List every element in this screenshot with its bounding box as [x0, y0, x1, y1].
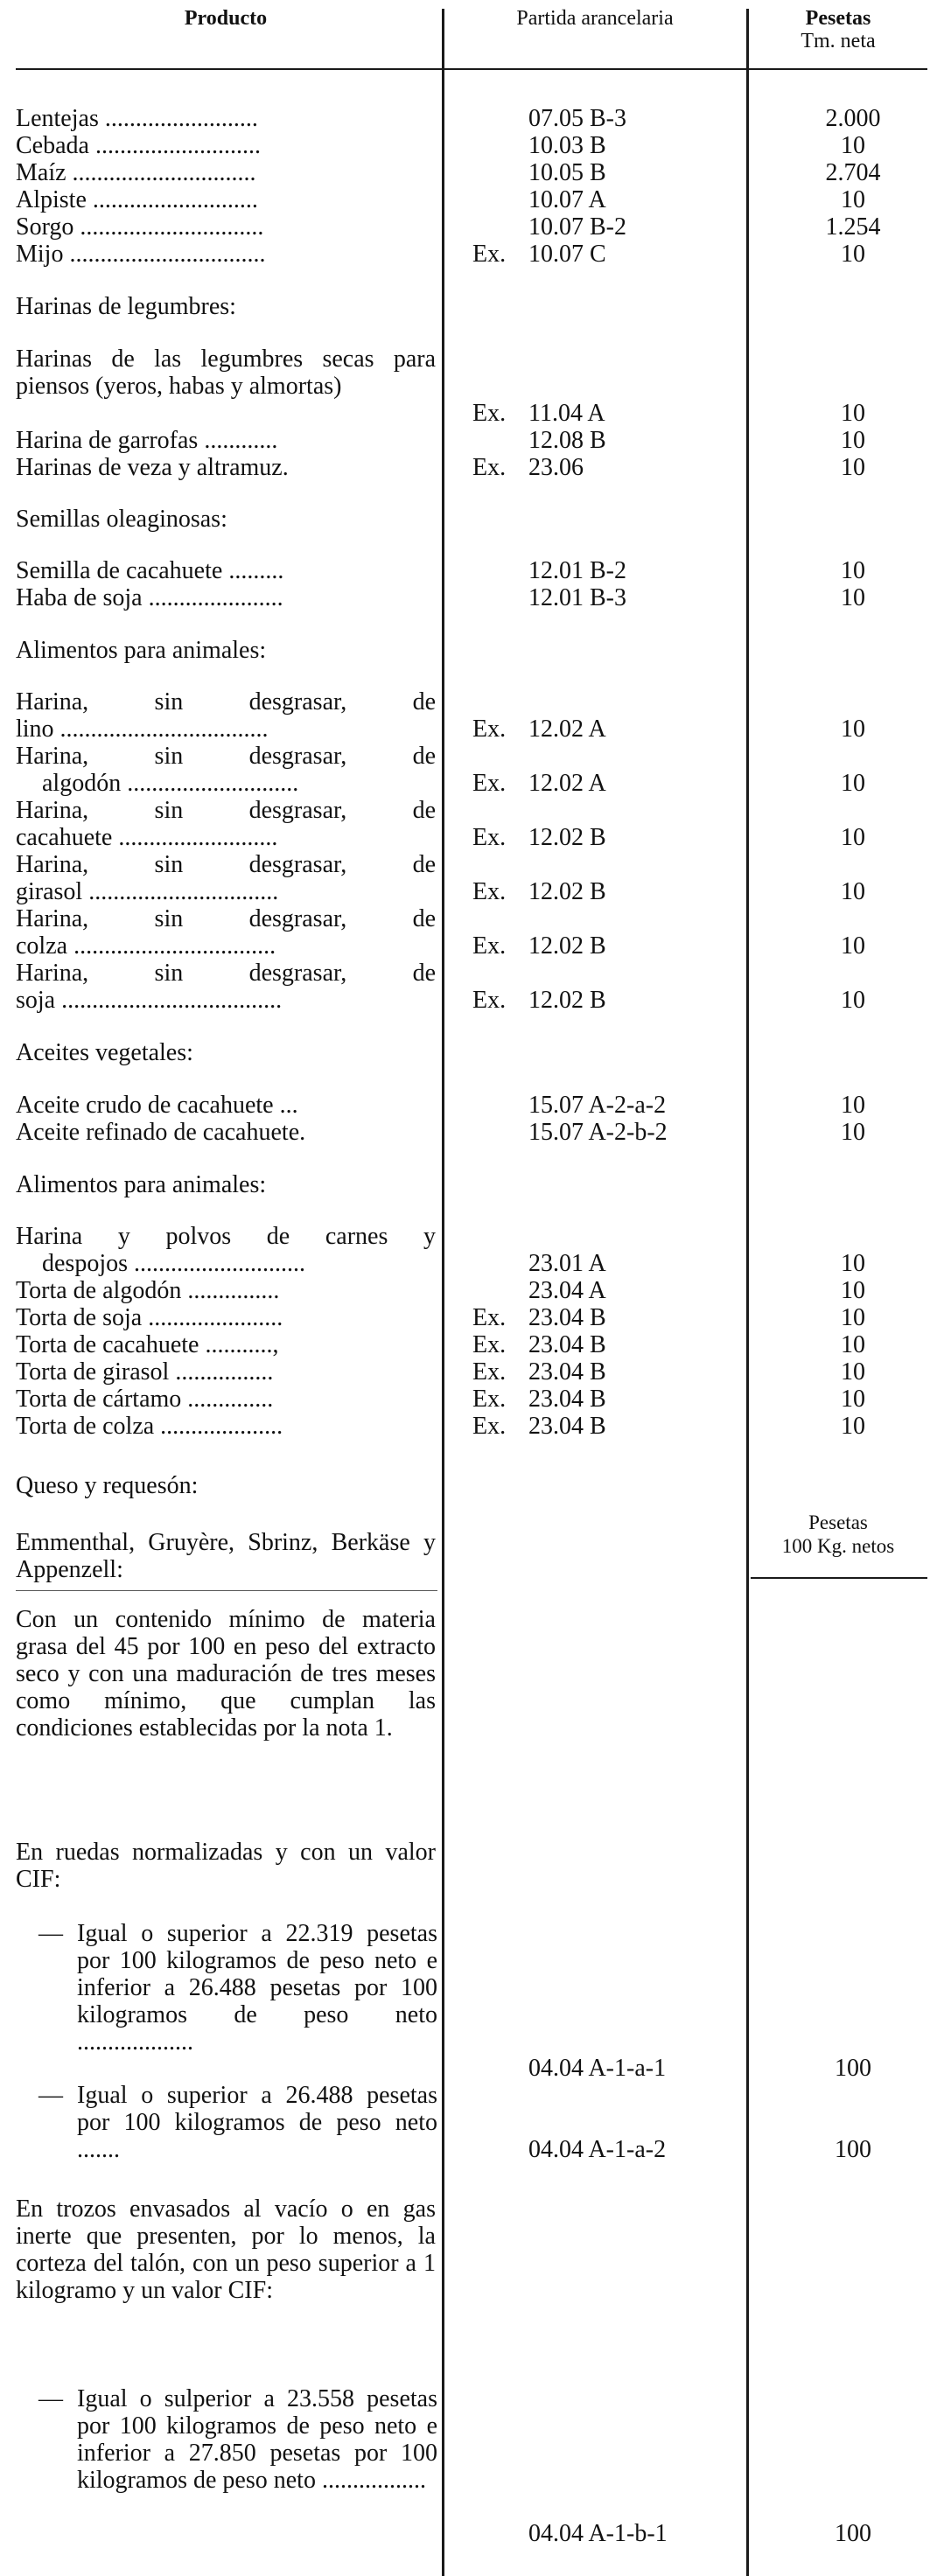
row-label: Alpiste ........................... [16, 186, 258, 213]
row-code: 15.07 A-2-b-2 [528, 1119, 668, 1146]
dash-marker: — [38, 1920, 63, 1947]
row-ex: Ex. [472, 1304, 507, 1331]
row-value: 10 [841, 932, 865, 960]
row-value: 10 [841, 584, 865, 611]
row-label: Cebada ........................... [16, 132, 261, 159]
header-pesetas-2: Tm. neta [801, 30, 876, 52]
row-code: 15.07 A-2-a-2 [528, 1092, 667, 1119]
section-title: Semillas oleaginosas: [16, 506, 227, 533]
row-code: 04.04 A-1-b-1 [528, 2520, 668, 2547]
trozos-item-1: Igual o sulperior a 23.558 pesetas por 100 kilogramos de peso neto e inferior a 27.850 pesetas por 100 kilogramos de peso neto ................. [77, 2385, 437, 2494]
row-value: 10 [841, 1092, 865, 1119]
header-pesetas-1: Pesetas [805, 7, 871, 30]
ruedas-item-2: Igual o superior a 26.488 pesetas por 100 kilogramos de peso neto ....... [77, 2082, 437, 2163]
row-label: Lentejas ......................... [16, 105, 258, 132]
row-code: 04.04 A-1-a-1 [528, 2055, 667, 2082]
row-value: 10 [841, 132, 865, 159]
row-ex: Ex. [472, 454, 507, 481]
rule-emmenthal [16, 1590, 437, 1591]
row-ex: Ex. [472, 400, 507, 427]
row-label: Haba de soja ...................... [16, 584, 283, 611]
row-ex: Ex. [472, 1331, 507, 1358]
row-value: 10 [841, 824, 865, 851]
row-code: 23.01 A [528, 1250, 606, 1277]
row-label-line2: despojos ............................ [42, 1250, 305, 1277]
row-ex: Ex. [472, 716, 507, 743]
row-code: 23.06 [528, 454, 584, 481]
row-code: 12.01 B-2 [528, 557, 626, 584]
row-label-line1: Harina, sin desgrasar, de [16, 905, 436, 932]
row-label: Torta de cacahuete ..........., [16, 1331, 279, 1358]
row-value: 1.254 [825, 213, 881, 241]
subheader-underline [751, 1577, 927, 1579]
dash-marker: — [38, 2082, 63, 2109]
contenido-paragraph: Con un contenido mínimo de materia grasa del 45 por 100 en peso del extracto seco y con una maduración de tres meses como mínimo, que cumplan las condiciones establecidas por la nota 1. [16, 1606, 436, 1742]
ruedas-heading: En ruedas normalizadas y con un valor CIF: [16, 1839, 436, 1893]
row-value: 10 [841, 1119, 865, 1146]
row-value: 2.704 [825, 159, 881, 186]
row-code: 23.04 B [528, 1386, 606, 1413]
row-code: 23.04 B [528, 1304, 606, 1331]
row-label: Sorgo .............................. [16, 213, 264, 241]
row-value: 10 [841, 557, 865, 584]
row-code: 10.07 A [528, 186, 606, 213]
row-value: 100 [835, 2520, 871, 2547]
row-code: 23.04 B [528, 1413, 606, 1440]
section-title: Harinas de legumbres: [16, 293, 236, 320]
row-code: 23.04 B [528, 1358, 606, 1386]
row-label-line1: Harina, sin desgrasar, de [16, 960, 436, 987]
row-ex: Ex. [472, 824, 507, 851]
row-label: Torta de girasol ................ [16, 1358, 274, 1386]
column-rule-1 [442, 9, 444, 2576]
row-value: 2.000 [825, 105, 881, 132]
row-code: 12.02 B [528, 878, 606, 905]
emmenthal-heading: Emmenthal, Gruyère, Sbrinz, Berkäse y Appenzell: [16, 1529, 436, 1583]
row-value: 10 [841, 770, 865, 797]
row-value: 10 [841, 1413, 865, 1440]
row-label-line2: algodón ............................ [42, 770, 299, 797]
trozos-heading: En trozos envasados al vacío o en gas inerte que presenten, por lo menos, la corteza del talón, con un peso superior a 1 kilogramo y un valor CIF: [16, 2196, 436, 2304]
row-value: 10 [841, 1358, 865, 1386]
row-value: 100 [835, 2136, 871, 2163]
header-underline [16, 68, 927, 70]
row-code: 12.01 B-3 [528, 584, 626, 611]
section-title: Alimentos para animales: [16, 1171, 267, 1198]
dash-marker: — [38, 2385, 63, 2412]
row-value: 10 [841, 454, 865, 481]
row-code: 23.04 B [528, 1331, 606, 1358]
ruedas-item-1: Igual o superior a 22.319 pesetas por 100 kilogramos de peso neto e inferior a 26.488 pesetas por 100 kilogramos de peso neto ................... [77, 1920, 437, 2056]
row-label: Torta de colza .................... [16, 1413, 283, 1440]
section-title: Queso y requesón: [16, 1472, 199, 1499]
row-ex: Ex. [472, 1358, 507, 1386]
row-value: 10 [841, 1250, 865, 1277]
row-label: Maíz .............................. [16, 159, 256, 186]
header-pesetas2-2: 100 Kg. netos [781, 1535, 895, 1557]
row-label-line2: lino .................................. [16, 716, 269, 743]
row-code: 12.02 A [528, 716, 606, 743]
row-label: Aceite crudo de cacahuete ... [16, 1092, 298, 1119]
row-label: Mijo ................................ [16, 241, 266, 268]
row-value: 10 [841, 1277, 865, 1304]
row-label: Harinas de veza y altramuz. [16, 454, 289, 481]
header-partida: Partida arancelaria [516, 7, 674, 30]
header-pesetas2-1: Pesetas [808, 1511, 868, 1533]
row-label: Torta de soja ...................... [16, 1304, 283, 1331]
row-label-line2: girasol ............................... [16, 878, 279, 905]
row-ex: Ex. [472, 1413, 507, 1440]
row-value: 10 [841, 186, 865, 213]
section-title: Aceites vegetales: [16, 1039, 193, 1066]
row-code: 12.02 B [528, 987, 606, 1014]
row-code: 12.02 B [528, 932, 606, 960]
row-ex: Ex. [472, 932, 507, 960]
row-label: Aceite refinado de cacahuete. [16, 1119, 306, 1146]
row-label-line1: Harina, sin desgrasar, de [16, 743, 436, 770]
row-ex: Ex. [472, 987, 507, 1014]
row-value: 10 [841, 987, 865, 1014]
row-ex: Ex. [472, 241, 507, 268]
row-code: 23.04 A [528, 1277, 606, 1304]
section-title: Alimentos para animales: [16, 637, 267, 664]
row-code: 10.03 B [528, 132, 606, 159]
row-label: Torta de cártamo .............. [16, 1386, 274, 1413]
row-value: 10 [841, 716, 865, 743]
row-label-line1: Harina, sin desgrasar, de [16, 851, 436, 878]
row-value: 10 [841, 241, 865, 268]
row-code: 12.02 A [528, 770, 606, 797]
row-label-line2: soja .................................... [16, 987, 283, 1014]
row-label-line1: Harina y polvos de carnes y [16, 1223, 436, 1250]
row-code: 11.04 A [528, 400, 605, 427]
row-ex: Ex. [472, 878, 507, 905]
row-code: 04.04 A-1-a-2 [528, 2136, 667, 2163]
row-code: 12.02 B [528, 824, 606, 851]
row-value: 10 [841, 878, 865, 905]
row-label-line2: colza ................................. [16, 932, 276, 960]
row-label: Semilla de cacahuete ......... [16, 557, 284, 584]
header-producto: Producto [184, 7, 268, 30]
row-code: 12.08 B [528, 427, 606, 454]
row-ex: Ex. [472, 770, 507, 797]
row-value: 100 [835, 2055, 871, 2082]
row-code: 10.07 B-2 [528, 213, 626, 241]
row-ex: Ex. [472, 1386, 507, 1413]
row-label-line1: Harina, sin desgrasar, de [16, 797, 436, 824]
row-code: 07.05 B-3 [528, 105, 626, 132]
row-label: Torta de algodón ............... [16, 1277, 280, 1304]
row-value: 10 [841, 1331, 865, 1358]
row-label-line1: Harina, sin desgrasar, de [16, 688, 436, 716]
row-label-line2: cacahuete .......................... [16, 824, 278, 851]
row-code: 10.05 B [528, 159, 606, 186]
row-code: 10.07 C [528, 241, 606, 268]
row-value: 10 [841, 427, 865, 454]
row-label: Harina de garrofas ............ [16, 427, 278, 454]
row-value: 10 [841, 1304, 865, 1331]
row-label: Harinas de las legumbres secas para piensos (yeros, habas y almortas) [16, 346, 436, 400]
row-value: 10 [841, 400, 865, 427]
row-value: 10 [841, 1386, 865, 1413]
column-rule-2 [746, 9, 749, 2576]
